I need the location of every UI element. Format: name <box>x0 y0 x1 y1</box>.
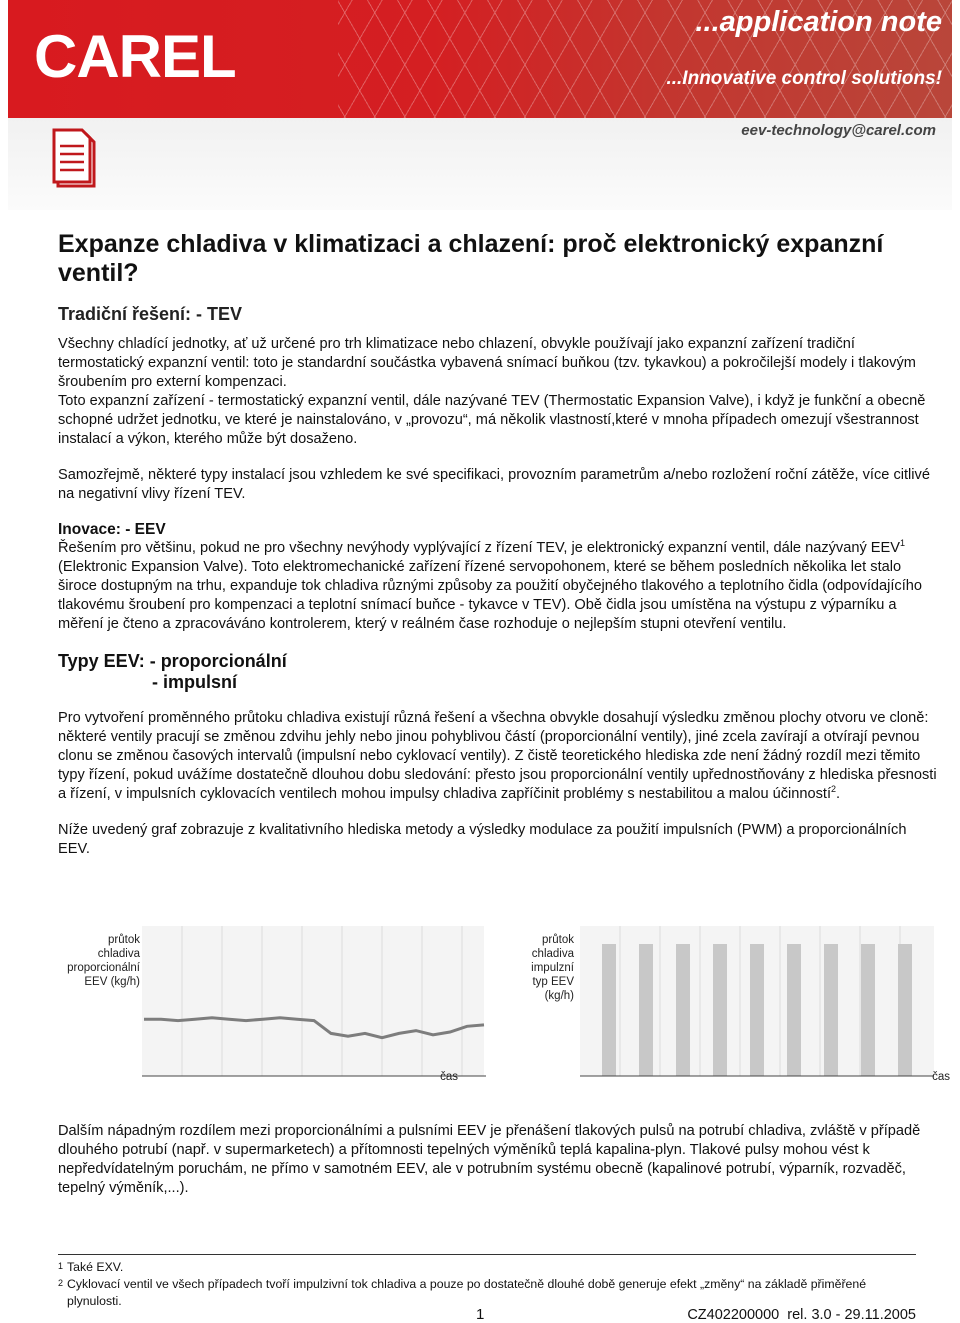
chart-ylabel-line-1: průtok <box>542 934 574 946</box>
types-text-end: . <box>836 786 841 802</box>
paragraph-types <box>58 709 940 804</box>
chart-ylabel-line-4: EEV (kg/h) <box>84 976 140 988</box>
document-title: Expanze chladiva v klimatizaci a chlazení: proč elektronický expanzní ventil? <box>58 230 884 287</box>
chart-background <box>142 926 484 1076</box>
pulse-bar <box>787 944 801 1076</box>
pulse-bar <box>713 944 727 1076</box>
pulse-bar <box>898 944 912 1076</box>
chart-ylabel-line-2: chladiva <box>97 948 140 960</box>
footnote-1 <box>58 1259 916 1276</box>
paragraph-tev-description: Toto expanzní zařízení - termostatický expanzní ventil, dále nazývané TEV (Thermostatic Expansion Valve), i když je funkční a obecně schopné udržet jednotku, ve které je nainstalováno, v „provozu“, má několik vlastností,které v mnoha případech omezují všestrannost instalací a výkon, kterého může být dosaženo. <box>58 393 926 447</box>
chart-impulse-eev <box>498 926 950 1106</box>
pulse-bar <box>824 944 838 1076</box>
pulse-bar <box>602 944 616 1076</box>
footnote-text: Také EXV. <box>67 1260 124 1274</box>
paragraph-chart-intro: Níže uvedený graf zobrazuje z kvalitativního hlediska metody a výsledky modulace za použití impulsních (PWM) a proporcionálních EEV. <box>58 822 907 857</box>
tagline: ...Innovative control solutions! <box>666 68 942 89</box>
pulse-bar <box>676 944 690 1076</box>
chart-proportional-eev <box>58 926 488 1106</box>
carel-logo: CAREL <box>34 23 236 90</box>
chart-ylabel-line-5: (kg/h) <box>544 990 574 1002</box>
heading-eev: Inovace: - EEV <box>58 521 166 538</box>
pulse-bar <box>750 944 764 1076</box>
heading-tev: Tradiční řešení: - TEV <box>58 304 243 324</box>
pulse-bar <box>861 944 875 1076</box>
chart-ylabel-line-4: typ EEV <box>532 976 574 988</box>
footnote-number: 1 <box>58 1261 64 1271</box>
pulse-bar <box>639 944 653 1076</box>
chart-xlabel: čas <box>932 1071 950 1083</box>
chart-ylabel-line-2: chladiva <box>531 948 574 960</box>
heading-eev-types <box>58 651 940 693</box>
header-banner <box>8 0 952 210</box>
chart-ylabel-line-3: proporcionální <box>67 962 140 974</box>
footnote-2 <box>58 1276 916 1310</box>
footnotes <box>58 1254 916 1310</box>
chart-ylabel-line-3: impulzní <box>531 962 574 974</box>
eev-text-start: Řešením pro většinu, pokud ne pro všechny nevýhody vyplývající z řízení TEV, je elektronický expanzní ventil, dále nazývaný EEV <box>58 540 901 556</box>
heading-types-line-1: Typy EEV: - proporcionální <box>58 651 287 671</box>
footnote-number: 2 <box>58 1278 64 1288</box>
chart-xlabel: čas <box>440 1071 458 1083</box>
document-icon <box>52 126 100 190</box>
page-number: 1 <box>476 1306 485 1323</box>
paragraph-tev-intro: Všechny chladící jednotky, ať už určené pro trh klimatizace nebo chlazení, obvykle používají jako expanzní zařízení tradiční termostatický expanzní ventil: toto je standardní součástka vybavená snímací buňkou (tzv. tykavkou) a pokročilejší modely i tlakovým šroubením pro externí kompenzaci. <box>58 336 916 390</box>
footnote-ref-2: 2 <box>831 784 837 795</box>
eev-text-end: (Elektronic Expansion Valve). Toto elektromechanické zařízení řízené servopohonem, které se během posledních několika let stalo široce dostupným na trhu, expanduje tok chladiva různými způsoby za použití obyčejného tlakového a teplotního čidla (odpovídajícího tlakovému šroubení pro kompenzaci a teplotní snímací buňce - tykavce v TEV). Obě čidla jsou umístěna na výstupu z výparníku a měření je čteno a zpracováváno kontrolerem, který v reálném čase rozhoduje o nejlepším stupni otevření ventilu. <box>58 559 922 632</box>
contact-email: eev-technology@carel.com <box>741 122 936 139</box>
document-body <box>58 230 940 859</box>
footnote-ref-1: 1 <box>900 538 906 549</box>
paragraph-tev-sensitivity: Samozřejmě, některé typy instalací jsou vzhledem ke své specifikaci, provozním parametrům a/nebo rozložení roční zátěže, více citlivé na negativní vlivy řízení TEV. <box>58 467 930 502</box>
application-note-label: ...application note <box>695 6 942 38</box>
chart-ylabel-line-1: průtok <box>108 934 140 946</box>
types-text: Pro vytvoření proměnného průtoku chladiva existují různá řešení a všechna obvykle dosahují výsledku změnou plochy otvoru ve cloně: některé ventily pracují se změnou zdvihu jehly nebo jinou pohyblivou částí (proporcionální ventily), jiné zcela zavírají a otvírají pevnou clonu se změnou časových intervalů (impulsní nebo cyklovací ventily). Z čistě teoretického hlediska zde není žádný rozdíl mezi těmito typy řízení, pokud uvážíme dostatečně dlouhou dobu sledování: přesto jsou proporcionální ventily upřednostňovány z hlediska přesnosti a řízení, v impulsních cyklovacích ventilech mohou impulsy chladiva zapříčinit problémy s nestabilitou a malou účinností <box>58 710 937 802</box>
document-code: CZ402200000 rel. 3.0 - 29.11.2005 <box>687 1307 916 1323</box>
heading-types-line-2: - impulsní <box>152 672 237 692</box>
paragraph-eev <box>58 539 940 634</box>
paragraph-pressure-pulses: Dalším nápadným rozdílem mezi proporcionálními a pulsními EEV je přenášení tlakových pulsů na potrubí chladiva, zvláště v případě dlouhého potrubí (např. v supermarketech) a přítomnosti tepelných výměníků teplá kapalina-plyn. Tlakové pulsy mohou vést k nepředvídatelným poruchám, ne přímo v samotném EEV, ale v potrubním systému obecně (kapalinové potrubí, výparník, rozvaděč, tepelný výměník,...). <box>58 1123 921 1196</box>
modulation-charts <box>58 926 950 1106</box>
footnote-text: Cyklovací ventil ve všech případech tvoří impulzivní tok chladiva a pouze po dostatečně dlouhé době generuje efekt „změny“ na základě přiměřené plynulosti. <box>67 1277 867 1308</box>
